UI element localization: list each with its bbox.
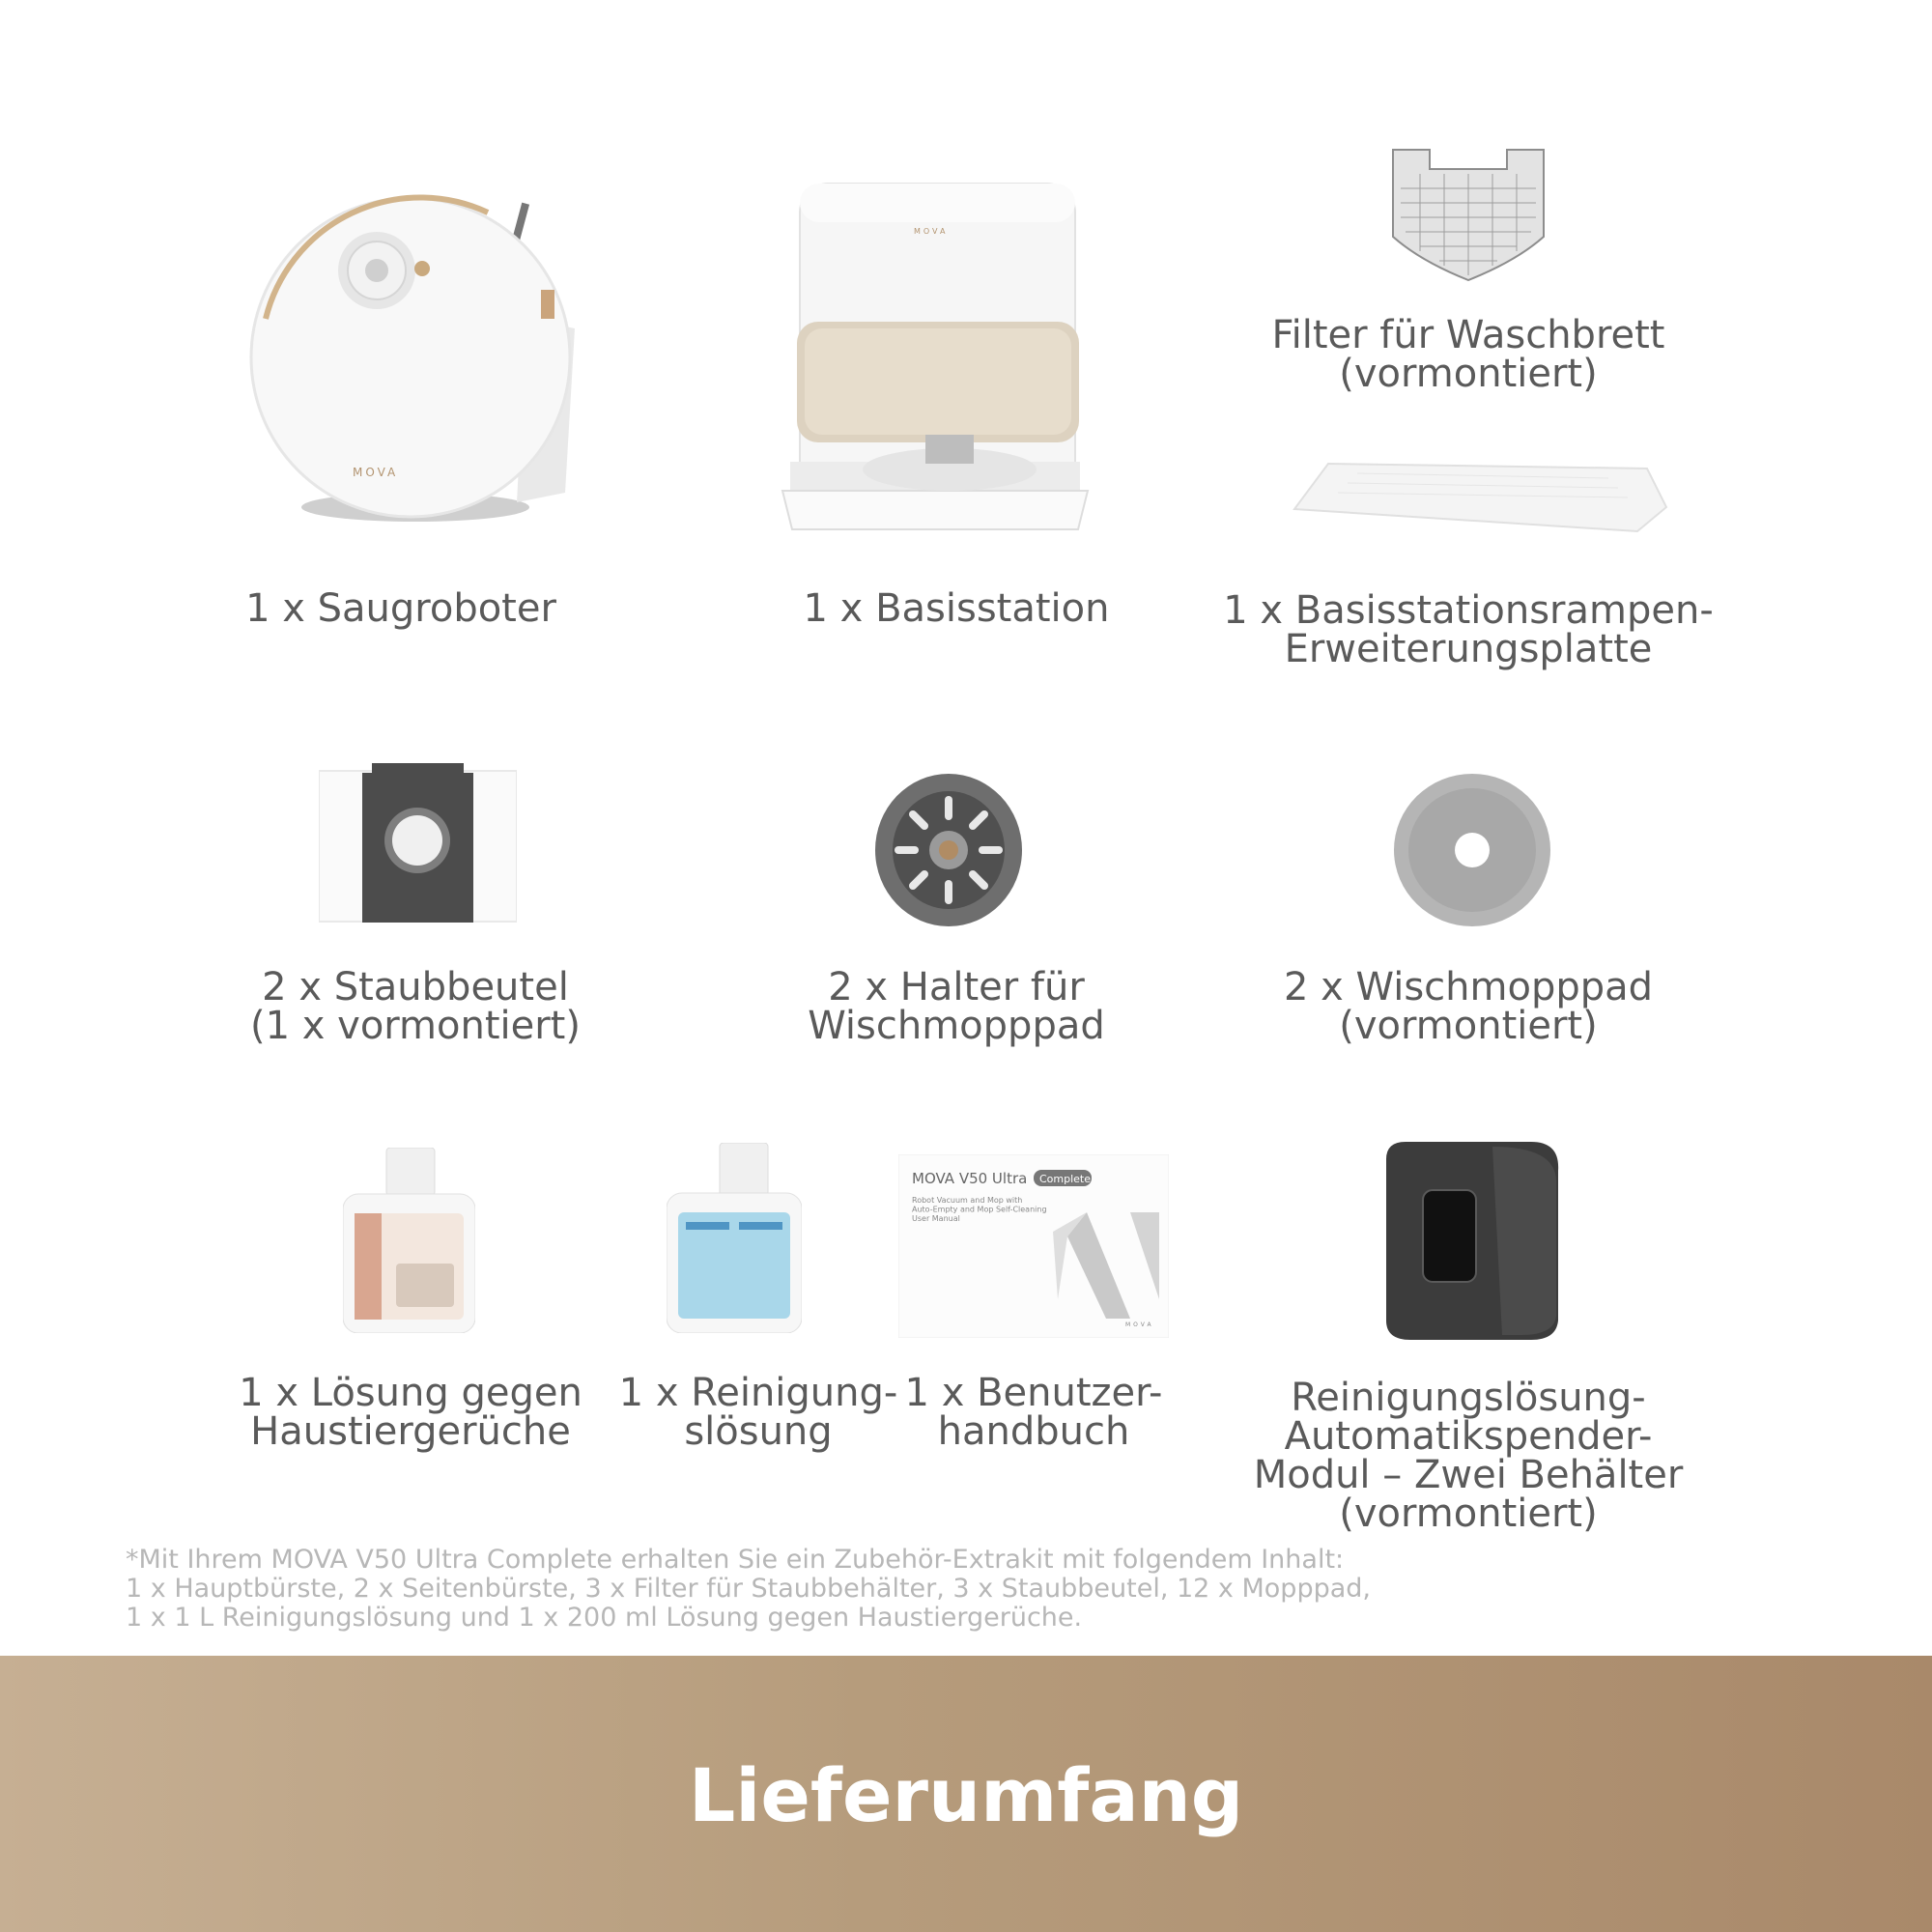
cleaning-solution-bottle-image — [667, 1143, 802, 1333]
washboard-filter-image — [1391, 145, 1546, 285]
item-label-robot: 1 x Saugroboter — [245, 586, 556, 631]
robot-vacuum-icon — [246, 174, 580, 531]
base-station-image — [781, 182, 1090, 539]
item-label-cleaning-solution: 1 x Reinigung- slösung — [618, 1371, 898, 1454]
item-label-ramp-plate: 1 x Basisstationsrampen- Erweiterungsplatte — [1223, 588, 1714, 671]
item-label-pet-odor-solution: 1 x Lösung gegen Haustiergerüche — [239, 1371, 582, 1454]
item-label-dispenser-module: Reinigungslösung- Automatikspender- Modul – Zwei Behälter (vormontiert) — [1253, 1376, 1684, 1536]
cleaning-solution-bottle-icon — [667, 1143, 802, 1333]
dust-bag-image — [319, 763, 517, 925]
item-label-user-manual: 1 x Benutzer- handbuch — [904, 1371, 1163, 1454]
user-manual-icon — [898, 1154, 1169, 1338]
item-label-base-station: 1 x Basisstation — [803, 586, 1110, 631]
user-manual-image — [898, 1154, 1169, 1338]
robot-brand-mark: MOVA — [353, 466, 399, 479]
station-brand-mark: MOVA — [914, 227, 949, 236]
dispenser-module-image — [1377, 1142, 1560, 1340]
dispenser-module-icon — [1377, 1142, 1560, 1340]
item-label-dust-bag: 2 x Staubbeutel (1 x vormontiert) — [250, 965, 581, 1048]
footnote: *Mit Ihrem MOVA V50 Ultra Complete erhalten Sie ein Zubehör-Extrakit mit folgendem Inhalt: 1 x Hauptbürste, 2 x Seitenbürste, 3 x Filter für Staubbehälter, 3 x Staubbeutel, 12 x Mopppad, 1 x 1 L Reinigungslösung und 1 x 200 ml Lösung gegen Haustiergerüche. — [126, 1545, 1371, 1633]
ramp-plate-image — [1290, 459, 1671, 536]
mop-pad-icon — [1393, 773, 1552, 927]
robot-vacuum-image — [246, 174, 580, 531]
manual-title: MOVA V50 Ultra — [912, 1170, 1028, 1187]
washboard-filter-icon — [1391, 145, 1546, 285]
pet-odor-bottle-image — [343, 1148, 475, 1333]
item-label-mop-pad: 2 x Wischmopppad (vormontiert) — [1283, 965, 1654, 1048]
manual-subtitle: Robot Vacuum and Mop with Auto-Empty and Mop Self-Cleaning User Manual — [912, 1196, 1047, 1224]
ramp-plate-icon — [1290, 459, 1671, 536]
banner-title: Lieferumfang — [688, 1752, 1244, 1838]
base-station-icon — [781, 182, 1090, 539]
dust-bag-icon — [319, 763, 517, 925]
mop-pad-image — [1393, 773, 1552, 927]
item-label-mop-holder: 2 x Halter für Wischmopppad — [808, 965, 1105, 1048]
item-label-washboard-filter: Filter für Waschbrett (vormontiert) — [1271, 313, 1665, 396]
pet-odor-solution-bottle-icon — [343, 1148, 475, 1333]
mop-holder-icon — [874, 773, 1024, 927]
manual-brand-mark: MOVA — [1125, 1321, 1154, 1328]
mop-holder-image — [874, 773, 1024, 927]
manual-badge: Complete — [1039, 1173, 1092, 1185]
